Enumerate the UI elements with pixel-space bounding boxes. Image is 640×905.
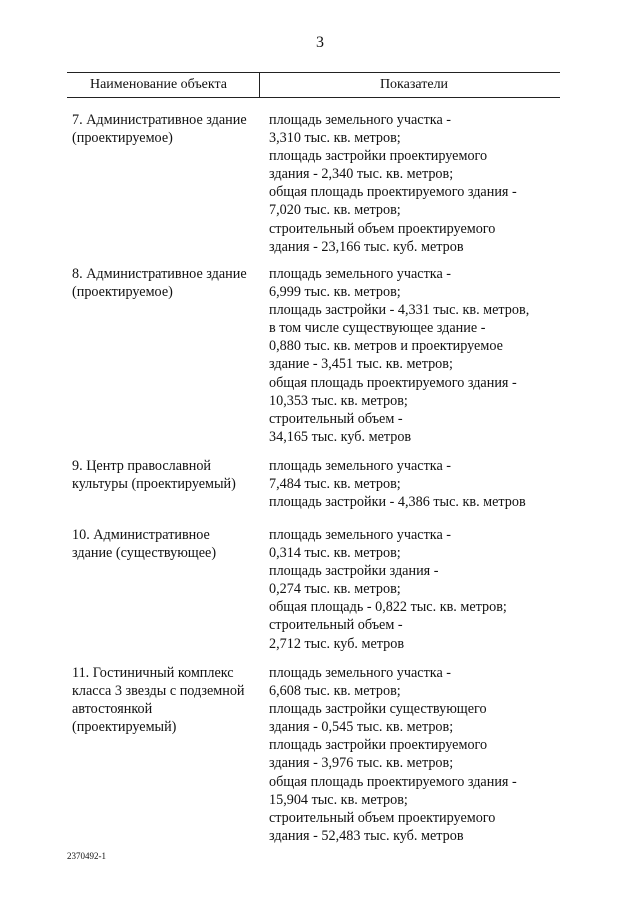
indicator-line: общая площадь - 0,822 тыс. кв. метров; — [269, 599, 507, 616]
indicator-line: площадь застройки здания - — [269, 563, 439, 580]
page-number: 3 — [316, 34, 324, 51]
object-name-line: (проектируемый) — [72, 719, 177, 736]
indicator-line: 3,310 тыс. кв. метров; — [269, 130, 401, 147]
indicator-line: здания - 23,166 тыс. куб. метров — [269, 238, 464, 255]
table-header — [67, 72, 560, 98]
header-indicators: Показатели — [379, 77, 449, 92]
object-name-line: культуры (проектируемый) — [72, 476, 236, 493]
indicator-line: 0,880 тыс. кв. метров и проектируемое — [269, 338, 503, 355]
indicator-line: площадь застройки проектируемого — [269, 148, 488, 165]
indicator-line: здание - 3,451 тыс. кв. метров; — [269, 356, 453, 373]
object-name-line: (проектируемое) — [72, 284, 173, 301]
object-name-line: 8. Административное здание — [72, 266, 247, 282]
indicator-line: здания - 52,483 тыс. куб. метров — [269, 827, 464, 844]
indicator-line: площадь земельного участка - — [269, 458, 452, 474]
object-name — [72, 265, 257, 301]
object-name — [72, 664, 257, 736]
indicator-line: строительный объем проектируемого — [269, 220, 496, 237]
indicator-line: площадь земельного участка - — [269, 112, 452, 128]
indicator-line: общая площадь проектируемого здания - — [269, 773, 517, 790]
indicator-line: 2,712 тыс. куб. метров — [269, 635, 405, 652]
object-name — [72, 526, 257, 562]
indicator-line: в том числе существующее здание - — [269, 320, 486, 337]
indicator-line: здания - 2,340 тыс. кв. метров; — [269, 166, 454, 183]
indicator-line: общая площадь проектируемого здания - — [269, 184, 517, 201]
indicator-line: 6,999 тыс. кв. метров; — [269, 284, 401, 301]
header-divider — [259, 73, 260, 97]
indicator-line: площадь застройки проектируемого — [269, 737, 488, 754]
object-indicators — [269, 265, 560, 446]
indicator-line: площадь застройки существующего — [269, 701, 487, 718]
indicator-line: 6,608 тыс. кв. метров; — [269, 683, 401, 700]
indicator-line: 0,314 тыс. кв. метров; — [269, 545, 401, 562]
object-name-line: класса 3 звезды с подземной — [72, 683, 245, 700]
indicator-line: 7,020 тыс. кв. метров; — [269, 202, 401, 219]
header-object-name: Наименование объекта — [89, 77, 228, 92]
indicator-line: 34,165 тыс. куб. метров — [269, 428, 412, 445]
object-name-line: 9. Центр православной — [72, 458, 212, 474]
object-name-line: здание (существующее) — [72, 545, 217, 562]
indicator-line: строительный объем проектируемого — [269, 809, 496, 826]
indicator-line: 0,274 тыс. кв. метров; — [269, 581, 401, 598]
document-code: 2370492-1 — [67, 851, 106, 861]
indicator-line: площадь земельного участка - — [269, 266, 452, 282]
indicator-line: 15,904 тыс. кв. метров; — [269, 791, 408, 808]
indicator-line: площадь застройки - 4,386 тыс. кв. метров — [269, 494, 526, 511]
indicator-line: здания - 3,976 тыс. кв. метров; — [269, 755, 454, 772]
indicator-line: здания - 0,545 тыс. кв. метров; — [269, 719, 454, 736]
indicator-line: строительный объем - — [269, 617, 403, 634]
object-name — [72, 457, 257, 493]
object-indicators — [269, 526, 560, 653]
indicator-line: площадь земельного участка - — [269, 527, 452, 543]
object-name-line: 7. Административное здание — [72, 112, 247, 128]
object-name-line: 10. Административное — [72, 527, 210, 543]
object-name — [72, 111, 257, 147]
indicator-line: строительный объем - — [269, 410, 403, 427]
indicator-line: площадь застройки - 4,331 тыс. кв. метров, — [269, 302, 530, 319]
object-indicators — [269, 664, 560, 845]
object-indicators — [269, 111, 560, 256]
object-name-line: 11. Гостиничный комплекс — [72, 665, 234, 681]
indicator-line: площадь земельного участка - — [269, 665, 452, 681]
indicator-line: общая площадь проектируемого здания - — [269, 374, 517, 391]
object-name-line: автостоянкой — [72, 701, 153, 718]
object-indicators — [269, 457, 560, 511]
object-name-line: (проектируемое) — [72, 130, 173, 147]
indicator-line: 7,484 тыс. кв. метров; — [269, 476, 401, 493]
indicator-line: 10,353 тыс. кв. метров; — [269, 392, 408, 409]
